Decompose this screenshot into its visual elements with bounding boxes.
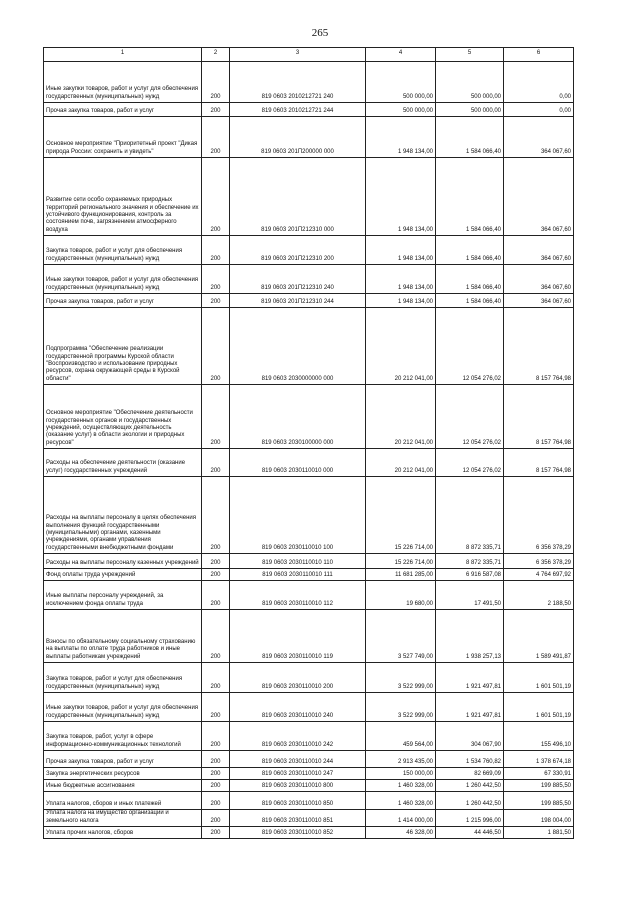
expense-name-cell: Расходы на выплаты персоналу в целях обеспечения выполнения функций государственными (муниципальными) органами, казенными учреждениями, органами управления государственными внебюджетными фондами <box>44 477 202 554</box>
budget-classification-cell: 819 0603 2030110010 242 <box>230 722 366 751</box>
table-row <box>44 693 574 722</box>
executed-amount-cell: 500 000,00 <box>436 62 504 103</box>
unexecuted-amount-cell: 364 067,60 <box>504 158 574 236</box>
unexecuted-amount-cell: 199 885,50 <box>504 780 574 792</box>
expense-name-cell: Развитие сети особо охраняемых природных территорий регионального значения и обеспечение их устойчивого функционирования, контроль за состоянием почв, загрязнением атмосферного воздуха <box>44 158 202 236</box>
expense-name-cell: Фонд оплаты труда учреждений <box>44 569 202 581</box>
table-row <box>44 117 574 158</box>
approved-amount-cell: 500 000,00 <box>366 62 436 103</box>
budget-classification-cell: 819 0603 201П212310 000 <box>230 158 366 236</box>
table-row <box>44 768 574 780</box>
approved-amount-cell: 3 522 999,00 <box>366 693 436 722</box>
expense-name-cell: Иные выплаты персоналу учреждений, за исключением фонда оплаты труда <box>44 581 202 610</box>
executed-amount-cell: 1 584 066,40 <box>436 158 504 236</box>
expense-name-cell: Расходы на обеспечение деятельности (оказание услуг) государственных учреждений <box>44 449 202 477</box>
line-code-cell: 200 <box>202 265 230 294</box>
header-cell-6: 6 <box>504 48 574 62</box>
budget-classification-cell: 819 0603 2010212721 240 <box>230 62 366 103</box>
executed-amount-cell: 44 446,50 <box>436 827 504 839</box>
unexecuted-amount-cell: 1 589 491,87 <box>504 610 574 663</box>
expense-name-cell: Закупка товаров, работ и услуг для обеспечения государственных (муниципальных) нужд <box>44 663 202 693</box>
expense-name-cell: Закупка товаров, работ и услуг для обеспечения государственных (муниципальных) нужд <box>44 236 202 265</box>
header-cell-4: 4 <box>366 48 436 62</box>
budget-table <box>43 47 574 839</box>
unexecuted-amount-cell: 8 157 764,98 <box>504 385 574 449</box>
executed-amount-cell: 1 921 497,81 <box>436 693 504 722</box>
line-code-cell: 200 <box>202 792 230 810</box>
executed-amount-cell: 1 584 066,40 <box>436 265 504 294</box>
unexecuted-amount-cell: 2 188,50 <box>504 581 574 610</box>
unexecuted-amount-cell: 364 067,60 <box>504 117 574 158</box>
table-row <box>44 308 574 385</box>
executed-amount-cell: 1 584 066,40 <box>436 117 504 158</box>
budget-classification-cell: 819 0603 2030100000 000 <box>230 385 366 449</box>
unexecuted-amount-cell: 67 330,91 <box>504 768 574 780</box>
approved-amount-cell: 1 948 134,00 <box>366 294 436 308</box>
executed-amount-cell: 1 260 442,50 <box>436 780 504 792</box>
budget-classification-cell: 819 0603 201П212310 200 <box>230 236 366 265</box>
executed-amount-cell: 1 921 497,81 <box>436 663 504 693</box>
executed-amount-cell: 17 491,50 <box>436 581 504 610</box>
approved-amount-cell: 150 000,00 <box>366 768 436 780</box>
table-row <box>44 158 574 236</box>
line-code-cell: 200 <box>202 610 230 663</box>
unexecuted-amount-cell: 8 157 764,98 <box>504 449 574 477</box>
executed-amount-cell: 12 054 276,02 <box>436 308 504 385</box>
table-row <box>44 449 574 477</box>
table-row <box>44 477 574 554</box>
budget-classification-cell: 819 0603 2030110010 850 <box>230 792 366 810</box>
approved-amount-cell: 2 913 435,00 <box>366 751 436 768</box>
approved-amount-cell: 1 948 134,00 <box>366 158 436 236</box>
line-code-cell: 200 <box>202 827 230 839</box>
unexecuted-amount-cell: 4 764 697,92 <box>504 569 574 581</box>
executed-amount-cell: 1 215 996,00 <box>436 810 504 827</box>
unexecuted-amount-cell: 0,00 <box>504 103 574 117</box>
unexecuted-amount-cell: 198 004,00 <box>504 810 574 827</box>
budget-classification-cell: 819 0603 2030110010 851 <box>230 810 366 827</box>
expense-name-cell: Иные закупки товаров, работ и услуг для обеспечения государственных (муниципальных) нужд <box>44 62 202 103</box>
unexecuted-amount-cell: 1 378 674,18 <box>504 751 574 768</box>
line-code-cell: 200 <box>202 722 230 751</box>
line-code-cell: 200 <box>202 810 230 827</box>
line-code-cell: 200 <box>202 62 230 103</box>
expense-name-cell: Иные закупки товаров, работ и услуг для обеспечения государственных (муниципальных) нужд <box>44 265 202 294</box>
unexecuted-amount-cell: 364 067,60 <box>504 236 574 265</box>
line-code-cell: 200 <box>202 751 230 768</box>
approved-amount-cell: 1 460 328,00 <box>366 792 436 810</box>
table-row <box>44 581 574 610</box>
table-row <box>44 780 574 792</box>
executed-amount-cell: 12 054 276,02 <box>436 449 504 477</box>
expense-name-cell: Закупка энергетических ресурсов <box>44 768 202 780</box>
budget-classification-cell: 819 0603 2030110010 244 <box>230 751 366 768</box>
approved-amount-cell: 3 522 999,00 <box>366 663 436 693</box>
expense-name-cell: Взносы по обязательному социальному страхованию на выплаты по оплате труда работников и иные выплаты работникам учреждений <box>44 610 202 663</box>
executed-amount-cell: 1 938 257,13 <box>436 610 504 663</box>
line-code-cell: 200 <box>202 569 230 581</box>
budget-classification-cell: 819 0603 201П200000 000 <box>230 117 366 158</box>
unexecuted-amount-cell: 199 885,50 <box>504 792 574 810</box>
unexecuted-amount-cell: 6 356 378,29 <box>504 554 574 569</box>
unexecuted-amount-cell: 6 356 378,29 <box>504 477 574 554</box>
budget-classification-cell: 819 0603 2030110010 200 <box>230 663 366 693</box>
unexecuted-amount-cell: 0,00 <box>504 62 574 103</box>
budget-classification-cell: 819 0603 2030110010 111 <box>230 569 366 581</box>
table-row <box>44 62 574 103</box>
budget-classification-cell: 819 0603 2030110010 000 <box>230 449 366 477</box>
budget-classification-cell: 819 0603 2030110010 240 <box>230 693 366 722</box>
executed-amount-cell: 6 916 587,08 <box>436 569 504 581</box>
approved-amount-cell: 500 000,00 <box>366 103 436 117</box>
table-row <box>44 385 574 449</box>
executed-amount-cell: 1 584 066,40 <box>436 236 504 265</box>
expense-name-cell: Иные закупки товаров, работ и услуг для обеспечения государственных (муниципальных) нужд <box>44 693 202 722</box>
table-row <box>44 265 574 294</box>
table-row <box>44 610 574 663</box>
approved-amount-cell: 11 681 285,00 <box>366 569 436 581</box>
budget-classification-cell: 819 0603 2010212721 244 <box>230 103 366 117</box>
budget-classification-cell: 819 0603 2030110010 852 <box>230 827 366 839</box>
approved-amount-cell: 20 212 041,00 <box>366 308 436 385</box>
expense-name-cell: Прочая закупка товаров, работ и услуг <box>44 294 202 308</box>
line-code-cell: 200 <box>202 780 230 792</box>
table-row <box>44 294 574 308</box>
table-row <box>44 663 574 693</box>
header-cell-1: 1 <box>44 48 202 62</box>
budget-classification-cell: 819 0603 2030110010 112 <box>230 581 366 610</box>
expense-name-cell: Основное мероприятие "Обеспечение деятельности государственных органов и государственных учреждений, осуществляющих деятельность (оказание услуг) в области экологии и природных ресурсов" <box>44 385 202 449</box>
table-row <box>44 569 574 581</box>
executed-amount-cell: 1 584 066,40 <box>436 294 504 308</box>
table-row <box>44 236 574 265</box>
table-row <box>44 103 574 117</box>
budget-classification-cell: 819 0603 201П212310 244 <box>230 294 366 308</box>
line-code-cell: 200 <box>202 581 230 610</box>
line-code-cell: 200 <box>202 768 230 780</box>
executed-amount-cell: 304 067,90 <box>436 722 504 751</box>
budget-classification-cell: 819 0603 2030110010 247 <box>230 768 366 780</box>
unexecuted-amount-cell: 364 067,60 <box>504 294 574 308</box>
budget-classification-cell: 819 0603 2030110010 119 <box>230 610 366 663</box>
line-code-cell: 200 <box>202 554 230 569</box>
executed-amount-cell: 8 872 335,71 <box>436 554 504 569</box>
header-cell-3: 3 <box>230 48 366 62</box>
expense-name-cell: Уплата налогов, сборов и иных платежей <box>44 792 202 810</box>
line-code-cell: 200 <box>202 385 230 449</box>
expense-name-cell: Прочая закупка товаров, работ и услуг <box>44 103 202 117</box>
approved-amount-cell: 15 226 714,00 <box>366 554 436 569</box>
line-code-cell: 200 <box>202 308 230 385</box>
executed-amount-cell: 12 054 276,02 <box>436 385 504 449</box>
approved-amount-cell: 1 948 134,00 <box>366 236 436 265</box>
unexecuted-amount-cell: 1 601 501,19 <box>504 663 574 693</box>
expense-name-cell: Закупка товаров, работ, услуг в сфере информационно-коммуникационных технологий <box>44 722 202 751</box>
expense-name-cell: Иные бюджетные ассигнования <box>44 780 202 792</box>
expense-name-cell: Уплата налога на имущество организаций и земельного налога <box>44 810 202 827</box>
line-code-cell: 200 <box>202 477 230 554</box>
executed-amount-cell: 1 534 760,82 <box>436 751 504 768</box>
header-cell-2: 2 <box>202 48 230 62</box>
approved-amount-cell: 20 212 041,00 <box>366 385 436 449</box>
line-code-cell: 200 <box>202 663 230 693</box>
line-code-cell: 200 <box>202 449 230 477</box>
budget-classification-cell: 819 0603 201П212310 240 <box>230 265 366 294</box>
line-code-cell: 200 <box>202 103 230 117</box>
table-header-row <box>44 48 574 62</box>
budget-table-body <box>44 48 574 839</box>
approved-amount-cell: 46 328,00 <box>366 827 436 839</box>
approved-amount-cell: 1 460 328,00 <box>366 780 436 792</box>
line-code-cell: 200 <box>202 117 230 158</box>
approved-amount-cell: 15 226 714,00 <box>366 477 436 554</box>
page-number: 265 <box>311 27 329 39</box>
line-code-cell: 200 <box>202 693 230 722</box>
budget-classification-cell: 819 0603 2030110010 800 <box>230 780 366 792</box>
budget-classification-cell: 819 0603 2030110010 100 <box>230 477 366 554</box>
table-row <box>44 792 574 810</box>
executed-amount-cell: 1 260 442,50 <box>436 792 504 810</box>
approved-amount-cell: 1 414 000,00 <box>366 810 436 827</box>
approved-amount-cell: 20 212 041,00 <box>366 449 436 477</box>
unexecuted-amount-cell: 1 601 501,19 <box>504 693 574 722</box>
approved-amount-cell: 1 948 134,00 <box>366 265 436 294</box>
table-row <box>44 751 574 768</box>
expense-name-cell: Уплата прочих налогов, сборов <box>44 827 202 839</box>
budget-classification-cell: 819 0603 2030000000 000 <box>230 308 366 385</box>
approved-amount-cell: 1 948 134,00 <box>366 117 436 158</box>
executed-amount-cell: 82 669,09 <box>436 768 504 780</box>
line-code-cell: 200 <box>202 158 230 236</box>
line-code-cell: 200 <box>202 294 230 308</box>
table-row <box>44 827 574 839</box>
table-row <box>44 722 574 751</box>
approved-amount-cell: 459 564,00 <box>366 722 436 751</box>
unexecuted-amount-cell: 364 067,60 <box>504 265 574 294</box>
unexecuted-amount-cell: 8 157 764,98 <box>504 308 574 385</box>
table-row <box>44 554 574 569</box>
approved-amount-cell: 3 527 749,00 <box>366 610 436 663</box>
unexecuted-amount-cell: 1 881,50 <box>504 827 574 839</box>
executed-amount-cell: 8 872 335,71 <box>436 477 504 554</box>
expense-name-cell: Прочая закупка товаров, работ и услуг <box>44 751 202 768</box>
header-cell-5: 5 <box>436 48 504 62</box>
expense-name-cell: Расходы на выплаты персоналу казенных учреждений <box>44 554 202 569</box>
expense-name-cell: Подпрограмма "Обеспечение реализации государственной программы Курской области "Воспроизводство и использование природных ресурсов, охрана окружающей среды в Курской области" <box>44 308 202 385</box>
line-code-cell: 200 <box>202 236 230 265</box>
executed-amount-cell: 500 000,00 <box>436 103 504 117</box>
approved-amount-cell: 19 680,00 <box>366 581 436 610</box>
table-row <box>44 810 574 827</box>
expense-name-cell: Основное мероприятие "Приоритетный проект "Дикая природа России: сохранить и увидеть" <box>44 117 202 158</box>
budget-classification-cell: 819 0603 2030110010 110 <box>230 554 366 569</box>
unexecuted-amount-cell: 155 496,10 <box>504 722 574 751</box>
